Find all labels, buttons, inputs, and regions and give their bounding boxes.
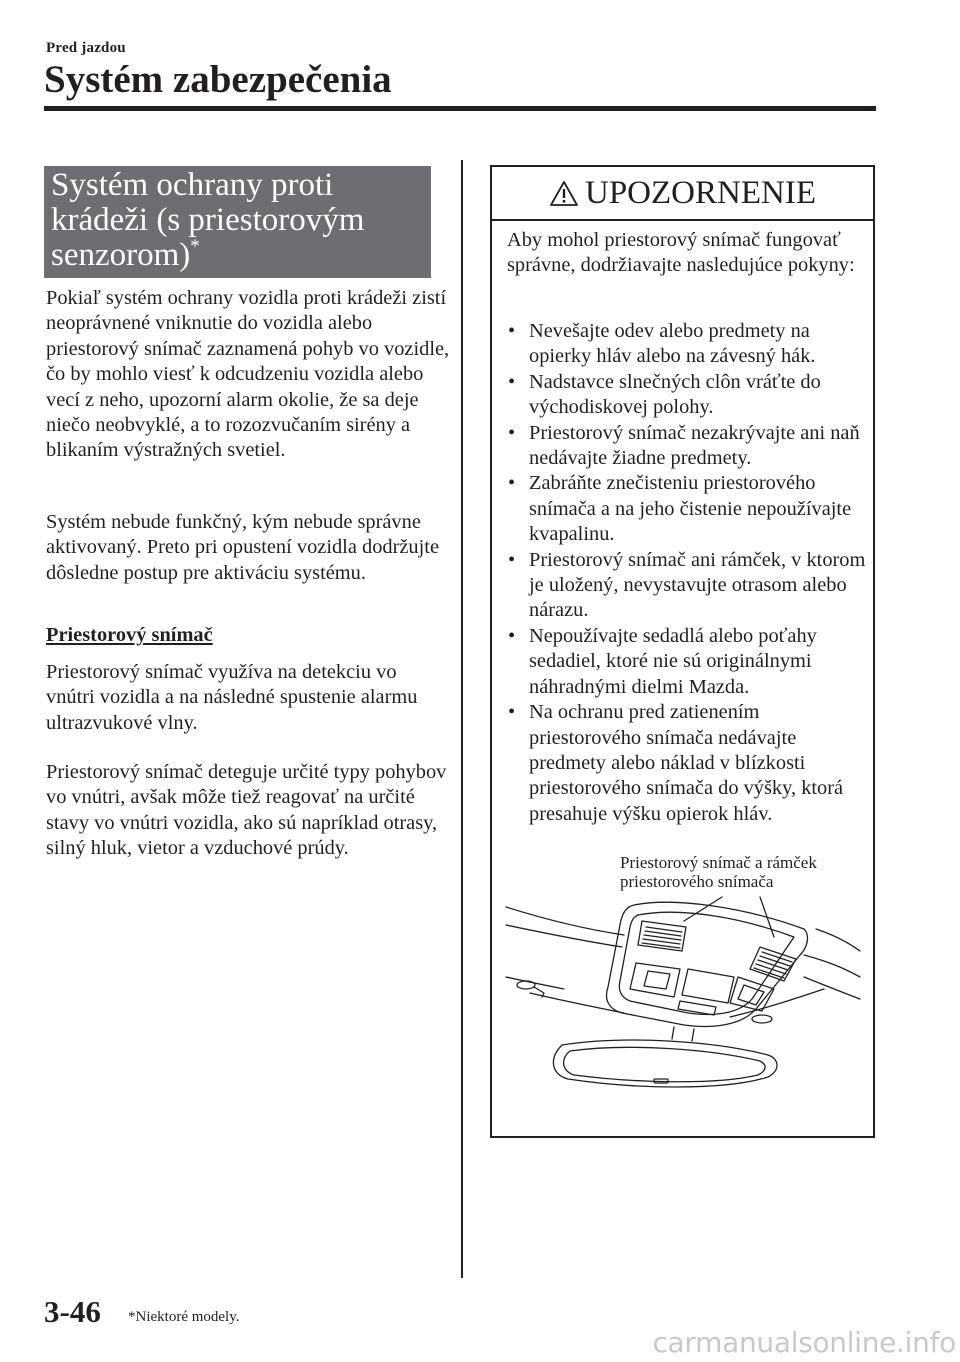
overhead-console-illustration — [504, 889, 862, 1124]
paragraph-3: Priestorový snímač využíva na detekciu vo vnútri vozidla a na následné spustenie alarmu ultrazvukové vlny. — [46, 661, 418, 734]
page-title: Systém zabezpečenia — [44, 58, 392, 101]
list-item: • Nadstavce slnečných clôn vráťte do východiskovej polohy. — [508, 370, 821, 419]
warning-title: UPOZORNENIE — [585, 174, 816, 211]
section-label: Pred jazdou — [46, 40, 126, 56]
page-number: 3-46 — [44, 1294, 101, 1329]
list-item: • Priestorový snímač ani rámček, v ktorom je uložený, nevystavujte otrasom alebo nárazu. — [508, 548, 866, 622]
bullet-icon: • — [508, 624, 516, 647]
illustration-callout: Priestorový snímač a rámček priestorového snímača — [620, 853, 817, 891]
section-heading-text: Systém ochrany proti krádeži (s priestorovým senzorom) — [51, 167, 365, 273]
bullet-icon: • — [508, 320, 516, 342]
section-heading — [44, 166, 431, 278]
bullet-icon: • — [508, 421, 516, 444]
warning-header — [492, 167, 873, 221]
list-item: • Priestorový snímač nezakrývajte ani naň nedávajte žiadne predmety. — [508, 421, 860, 470]
bullet-icon: • — [508, 370, 516, 393]
bullet-icon: • — [508, 701, 516, 724]
title-rule — [44, 106, 876, 111]
paragraph-2: Systém nebude funkčný, kým nebude správne aktivovaný. Preto pri opustení vozidla dodržujte dôsledne postup pre aktiváciu systému. — [46, 511, 439, 584]
warning-triangle-icon — [549, 180, 579, 207]
list-item: • Nevešajte odev alebo predmety na opierky hláv alebo na závesný hák. — [508, 320, 816, 368]
warning-box — [490, 165, 875, 1138]
list-item: • Na ochranu pred zatienením priestorového snímača nedávajte predmety alebo náklad v blízkosti priestorového snímača do výšky, ktorá presahuje výšku opierok hláv. — [508, 701, 844, 825]
subheading: Priestorový snímač — [46, 624, 213, 646]
list-item: • Zabráňte znečisteniu priestorového snímača a na jeho čistenie nepoužívajte kvapalinu. — [508, 472, 852, 546]
bullet-icon: • — [508, 472, 516, 495]
watermark: carmanualsonline.info — [652, 1326, 956, 1359]
warning-intro: Aby mohol priestorový snímač fungovať správne, dodržiavajte nasledujúce pokyny: — [507, 229, 855, 277]
paragraph-1: Pokiaľ systém ochrany vozidla proti krádeži zistí neoprávnené vniknutie do vozidla alebo priestorový snímač zaznamená pohyb vo vozidle, čo by mohlo viesť k odcudzeniu vozidla alebo vecí z neho, upozorní alarm okolie, že sa deje niečo neobvyklé, a to rozozvučaním sirény a blikaním výstražných svetiel. — [46, 287, 450, 462]
bullet-icon: • — [508, 548, 516, 571]
list-item: • Nepoužívajte sedadlá alebo poťahy sedadiel, ktoré nie sú originálnymi náhradnými dielmi Mazda. — [508, 624, 817, 698]
column-divider — [461, 160, 463, 1278]
footnote: *Niektoré modely. — [128, 1309, 240, 1325]
footnote-mark: * — [190, 236, 200, 257]
warning-bullet-list — [504, 319, 870, 827]
paragraph-4: Priestorový snímač deteguje určité typy pohybov vo vnútri, avšak môže tiež reagovať na určité stavy vo vnútri vozidla, ako sú napríklad otrasy, silný hluk, vietor a vzduchové prúdy. — [46, 761, 447, 860]
